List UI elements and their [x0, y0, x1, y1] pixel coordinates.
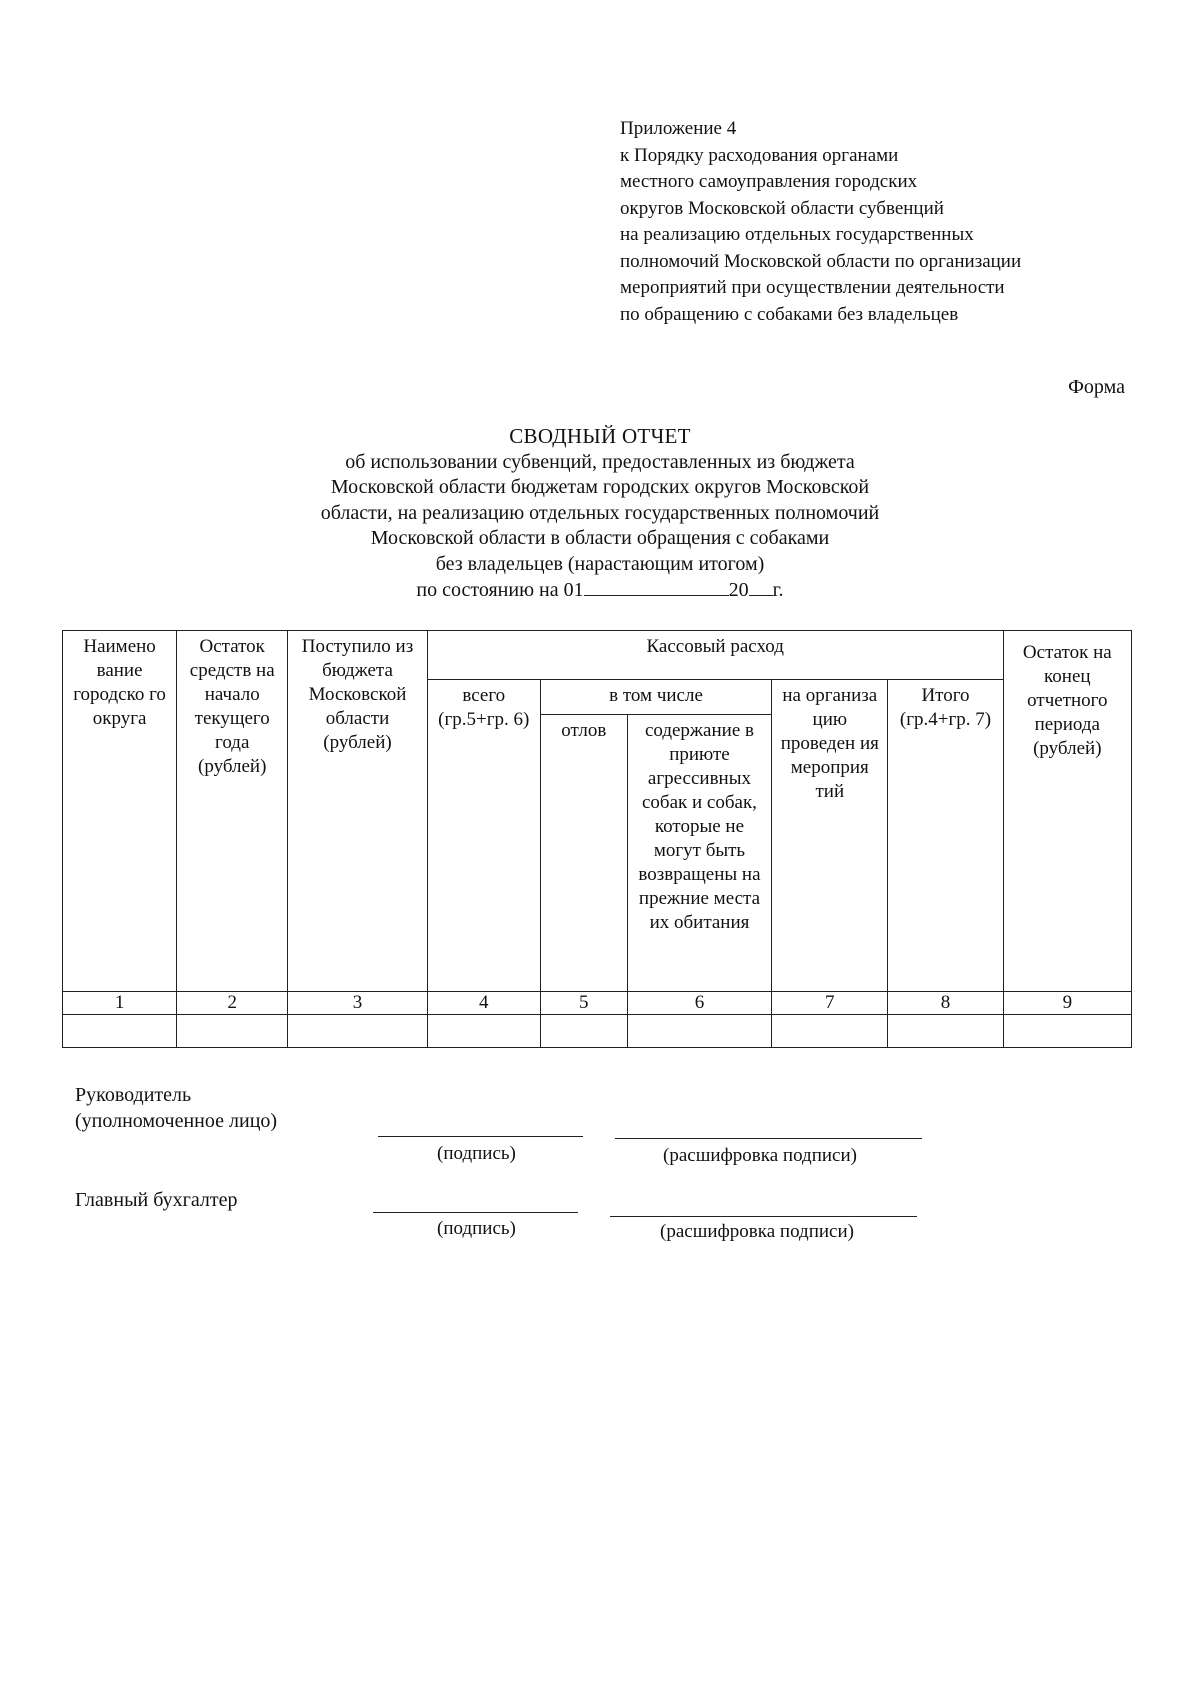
appendix-line: к Порядку расходования органами	[620, 144, 899, 166]
appendix-line: местного самоуправления городских	[620, 171, 918, 192]
date-prefix: по состоянию на 01	[416, 579, 584, 601]
appendix-line: мероприятий при осуществлении деятельности	[620, 277, 1005, 298]
appendix-line: полномочий Московской области по организации	[620, 250, 1022, 272]
empty-cell[interactable]	[627, 1015, 771, 1048]
accountant-signature-line[interactable]	[373, 1212, 578, 1213]
heading-line: области, на реализацию отдельных государственных полномочий	[320, 501, 880, 524]
heading-line: без владельцев (нарастающим итогом)	[435, 552, 765, 575]
head-label	[75, 1082, 277, 1134]
header-events-organization: на организа цию проведен ия мероприя тий	[772, 680, 888, 992]
column-number: 3	[288, 992, 427, 1015]
report-date-line	[250, 577, 950, 604]
header-including: в том числе	[540, 680, 771, 715]
column-number: 2	[177, 992, 288, 1015]
head-signature-caption: (подпись)	[437, 1143, 516, 1164]
form-label: Форма	[1068, 376, 1125, 398]
header-closing-balance: Остаток на конец отчетного периода (рублей)	[1003, 631, 1131, 992]
date-year-field[interactable]	[749, 577, 773, 596]
date-year: 20	[728, 579, 749, 601]
report-title: СВОДНЫЙ ОТЧЕТ	[509, 424, 691, 448]
accountant-decoding-caption: (расшифровка подписи)	[660, 1221, 854, 1242]
header-total: всего (гр.5+гр. 6)	[427, 680, 540, 992]
header-opening-balance: Остаток средств на начало текущего года (рублей)	[177, 631, 288, 992]
header-shelter-keeping: содержание в приюте агрессивных собак и собак, которые не могут быть возвращены на прежние места их обитания	[627, 715, 771, 992]
chief-accountant-label: Главный бухгалтер	[75, 1189, 238, 1211]
appendix-line: округов Московской области субвенций	[620, 197, 944, 219]
head-decoding-line[interactable]	[615, 1138, 922, 1139]
heading-line: об использовании субвенций, предоставленных из бюджета	[345, 450, 855, 473]
head-signature-line[interactable]	[378, 1136, 583, 1137]
column-number: 7	[772, 992, 888, 1015]
report-heading	[250, 424, 950, 604]
head-label-line2: (уполномоченное лицо)	[75, 1110, 278, 1132]
empty-cell[interactable]	[63, 1015, 177, 1048]
table-row	[63, 1015, 1132, 1048]
column-number: 6	[627, 992, 771, 1015]
empty-cell[interactable]	[888, 1015, 1003, 1048]
report-table	[62, 630, 1132, 1048]
accountant-signature-caption: (подпись)	[437, 1218, 516, 1239]
header-grand-total: Итого (гр.4+гр. 7)	[888, 680, 1003, 992]
empty-cell[interactable]	[288, 1015, 427, 1048]
appendix-line: по обращению с собаками без владельцев	[620, 303, 959, 325]
column-numbers-row	[63, 992, 1132, 1015]
column-number: 4	[427, 992, 540, 1015]
head-decoding-caption: (расшифровка подписи)	[663, 1145, 857, 1166]
empty-cell[interactable]	[772, 1015, 888, 1048]
empty-cell[interactable]	[1003, 1015, 1131, 1048]
heading-line: Московской области бюджетам городских округов Московской	[330, 476, 870, 498]
header-district-name: Наимено вание городско го округа	[63, 631, 177, 992]
empty-cell[interactable]	[540, 1015, 627, 1048]
column-number: 9	[1003, 992, 1131, 1015]
header-cash-expense: Кассовый расход	[427, 631, 1003, 680]
empty-cell[interactable]	[427, 1015, 540, 1048]
column-number: 1	[63, 992, 177, 1015]
empty-cell[interactable]	[177, 1015, 288, 1048]
column-number: 8	[888, 992, 1003, 1015]
heading-line: Московской области в области обращения с собаками	[370, 527, 830, 549]
head-label-line1: Руководитель	[75, 1084, 192, 1106]
appendix-line: на реализацию отдельных государственных	[620, 224, 974, 245]
column-number: 5	[540, 992, 627, 1015]
header-received-from-budget: Поступило из бюджета Московской области (рублей)	[288, 631, 427, 992]
appendix-block	[620, 116, 1180, 328]
appendix-line: Приложение 4	[620, 118, 737, 139]
date-suffix: г.	[772, 579, 784, 601]
accountant-decoding-line[interactable]	[610, 1216, 917, 1217]
date-month-field[interactable]	[584, 577, 729, 596]
header-catching: отлов	[540, 715, 627, 992]
